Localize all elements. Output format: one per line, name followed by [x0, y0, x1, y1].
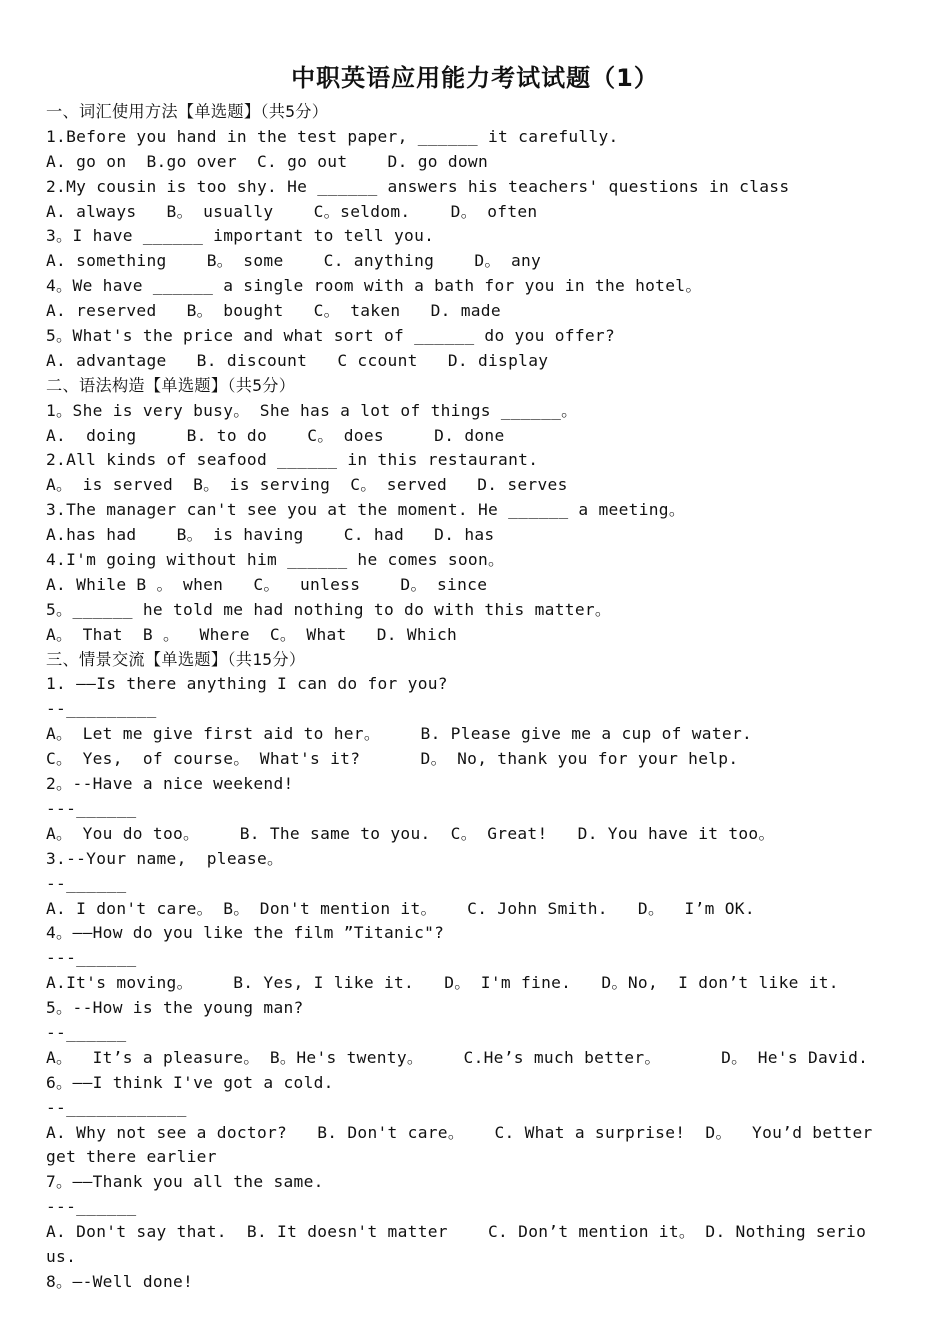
text-line: ---______	[46, 798, 137, 818]
text-line: ---______	[46, 948, 137, 968]
text-line: --______	[46, 1022, 127, 1042]
text-line: A. go on B.go over C. go out D. go down	[46, 151, 489, 171]
text-line: 4。We have ______ a single room with a bath for you in the hotel。	[46, 276, 702, 296]
text-line: 5。--How is the young man?	[46, 998, 304, 1018]
text-line: 8。—-Well done!	[46, 1271, 194, 1291]
text-line: 1。She is very busy。 She has a lot of things ______。	[46, 400, 578, 420]
text-line: 2.My cousin is too shy. He ______ answers his teachers' questions in class	[46, 176, 790, 196]
text-line: A。 It’s a pleasure。 B。He's twenty。 C.He’s much better。 D。 He's David.	[46, 1047, 869, 1067]
text-line: 7。——Thank you all the same.	[46, 1172, 324, 1192]
text-line: A. Don't say that. B. It doesn't matter C. Don’t mention it。 D. Nothing serio	[46, 1222, 867, 1242]
text-line: 三、情景交流【单选题】（共15分）	[46, 649, 306, 669]
text-line: A. always B。 usually C。seldom. D。 often	[46, 201, 538, 221]
text-line: A。 Let me give first aid to her。 B. Please give me a cup of water.	[46, 724, 753, 744]
text-line: C。 Yes, of course。 What's it? D。 No, thank you for your help.	[46, 749, 739, 769]
text-line: us.	[46, 1246, 77, 1266]
text-line: 1.Before you hand in the test paper, ______ it carefully.	[46, 126, 619, 146]
text-line: A. something B。 some C. anything D。 any	[46, 251, 542, 271]
exam-body	[46, 100, 916, 1295]
text-line: 3。I have ______ important to tell you.	[46, 226, 435, 246]
text-line: 6。——I think I've got a cold.	[46, 1072, 334, 1092]
text-line: 5。What's the price and what sort of ______ do you offer?	[46, 326, 616, 346]
text-line: A.has had B。 is having C. had D. has	[46, 525, 495, 545]
text-line: 1. ——Is there anything I can do for you?	[46, 674, 448, 694]
text-line: get there earlier	[46, 1147, 217, 1167]
text-line: A. advantage B. discount C ccount D. display	[46, 350, 549, 370]
text-line: A。 You do too。 B. The same to you. C。 Great! D. You have it too。	[46, 823, 775, 843]
text-line: A. While B 。 when C。 unless D。 since	[46, 574, 488, 594]
text-line: 2。--Have a nice weekend!	[46, 774, 294, 794]
text-line: 二、语法构造【单选题】（共5分）	[46, 375, 296, 395]
text-line: 5。______ he told me had nothing to do with this matter。	[46, 599, 612, 619]
text-line: A。 That B 。 Where C。 What D. Which	[46, 624, 458, 644]
text-line: A. reserved B。 bought C。 taken D. made	[46, 301, 501, 321]
text-line: A.It's moving。 B. Yes, I like it. D。 I'm fine. D。No, I don’t like it.	[46, 973, 839, 993]
text-line: 4。——How do you like the film ”Titanic"?	[46, 923, 445, 943]
text-line: 2.All kinds of seafood ______ in this restaurant.	[46, 450, 539, 470]
text-line: --_________	[46, 699, 157, 719]
text-line: A. I don't care。 B。 Don't mention it。 C. John Smith. D。 I’m OK.	[46, 898, 755, 918]
text-line: 3.The manager can't see you at the moment. He ______ a meeting。	[46, 500, 686, 520]
page-title: 中职英语应用能力考试试题（1）	[291, 64, 659, 92]
text-line: A. doing B. to do C。 does D. done	[46, 425, 505, 445]
text-line: 4.I'm going without him ______ he comes soon。	[46, 550, 505, 570]
text-line: --______	[46, 873, 127, 893]
text-line: 3.--Your name, please。	[46, 848, 284, 868]
text-line: 一、词汇使用方法【单选题】（共5分）	[46, 102, 329, 121]
text-line: A。 is served B。 is serving C。 served D. serves	[46, 475, 568, 495]
text-line: --____________	[46, 1097, 187, 1117]
text-line: A. Why not see a doctor? B. Don't care。 C. What a surprise! D。 You’d better	[46, 1122, 873, 1142]
text-line: ---______	[46, 1197, 137, 1217]
